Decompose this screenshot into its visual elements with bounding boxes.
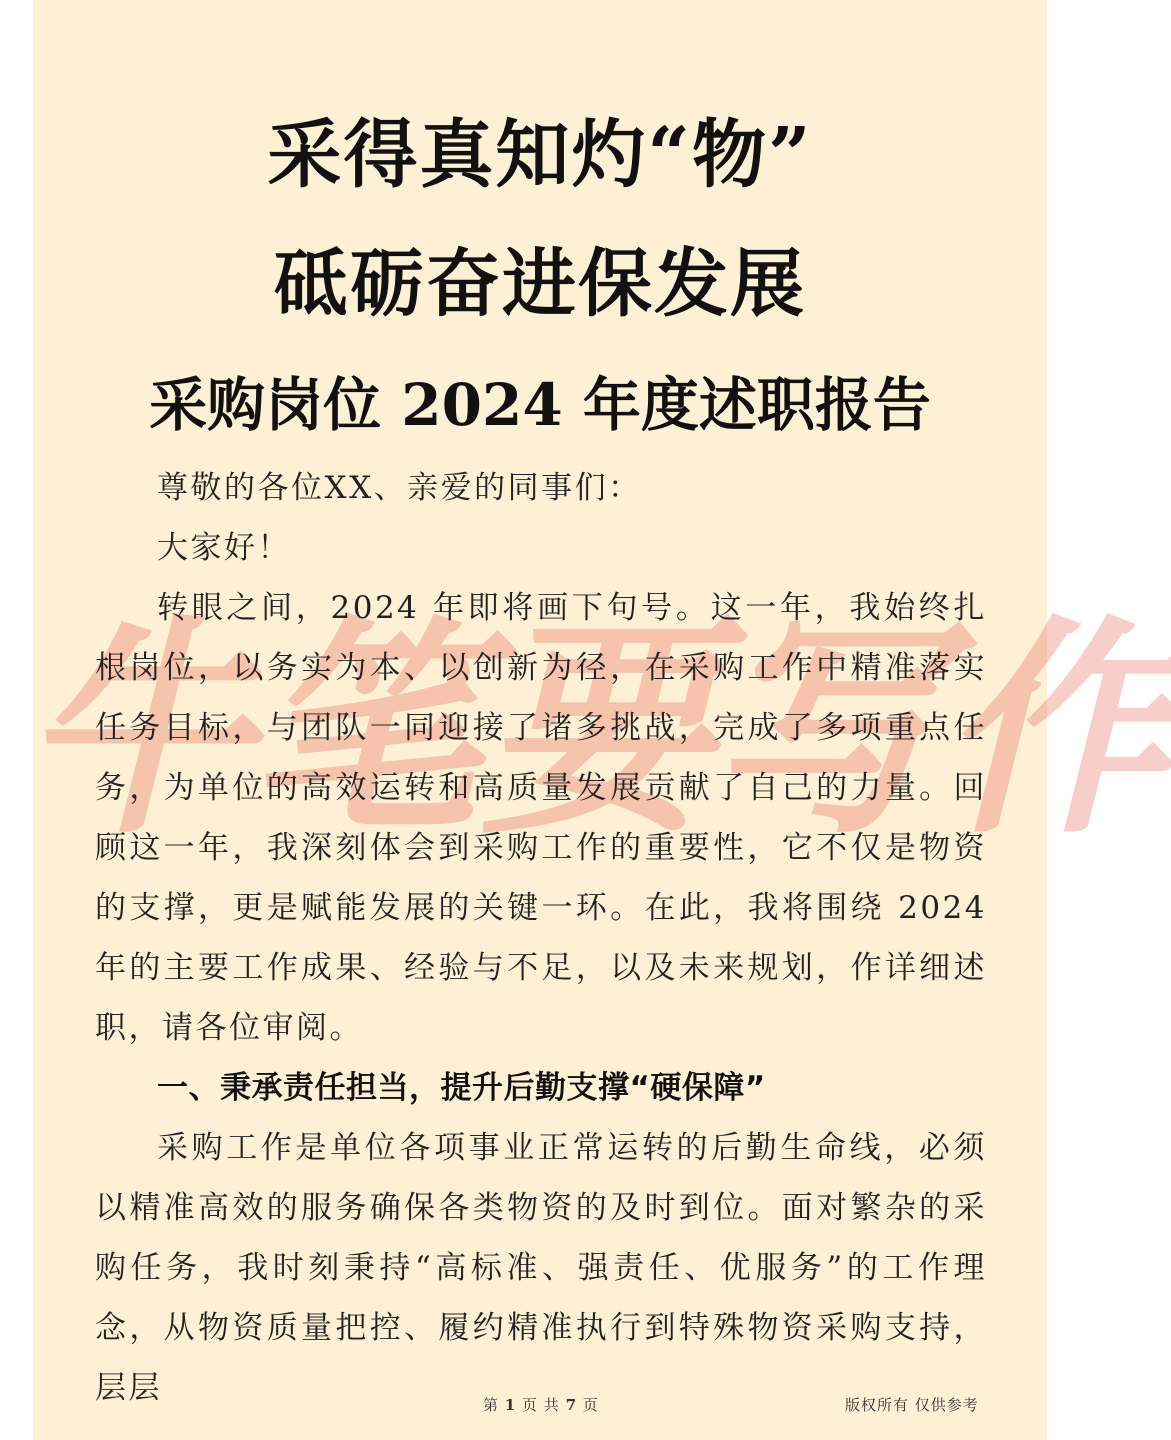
watermark-char: 作	[941, 595, 1171, 865]
section-paragraph: 采购工作是单位各项事业正常运转的后勤生命线，必须以精准高效的服务确保各类物资的及时到位。面对繁杂的采购任务，我时刻秉持“高标准、强责任、优服务”的工作理念，从物资质量把控、履约精准执行到特殊物资采购支持，层层	[95, 1130, 987, 1406]
intro-paragraph: 转眼之间，2024 年即将画下句号。这一年，我始终扎根岗位，以务实为本、以创新为径，在采购工作中精准落实任务目标，与团队一同迎接了诸多挑战，完成了多项重点任务，为单位的高效运转和高质量发展贡献了自己的力量。回顾这一年，我深刻体会到采购工作的重要性，它不仅是物资的支撑，更是赋能发展的关键一环。在此，我将围绕 2024 年的主要工作成果、经验与不足，以及未来规划，作详细述职，请各位审阅。	[95, 590, 987, 1046]
watermark-char: 笔	[251, 595, 481, 865]
page-number: 第 1 页 共 7 页	[483, 1396, 599, 1414]
report-body	[95, 458, 987, 1418]
watermark-char: 要	[481, 595, 711, 865]
watermark-char: 牛	[21, 595, 251, 865]
watermark-char: 写	[711, 595, 941, 865]
section-heading: 一、秉承责任担当，提升后勤支撑“硬保障”	[157, 1070, 766, 1106]
title-line-2: 砥砺奋进保发展	[274, 241, 806, 327]
subtitle: 采购岗位 2024 年度述职报告	[149, 371, 931, 439]
greeting: 大家好！	[157, 530, 291, 566]
copyright-note: 版权所有 仅供参考	[845, 1396, 979, 1414]
salutation: 尊敬的各位XX、亲爱的同事们：	[157, 470, 642, 506]
document-page	[21, 0, 1171, 1440]
title-line-1: 采得真知灼“物”	[267, 112, 813, 198]
